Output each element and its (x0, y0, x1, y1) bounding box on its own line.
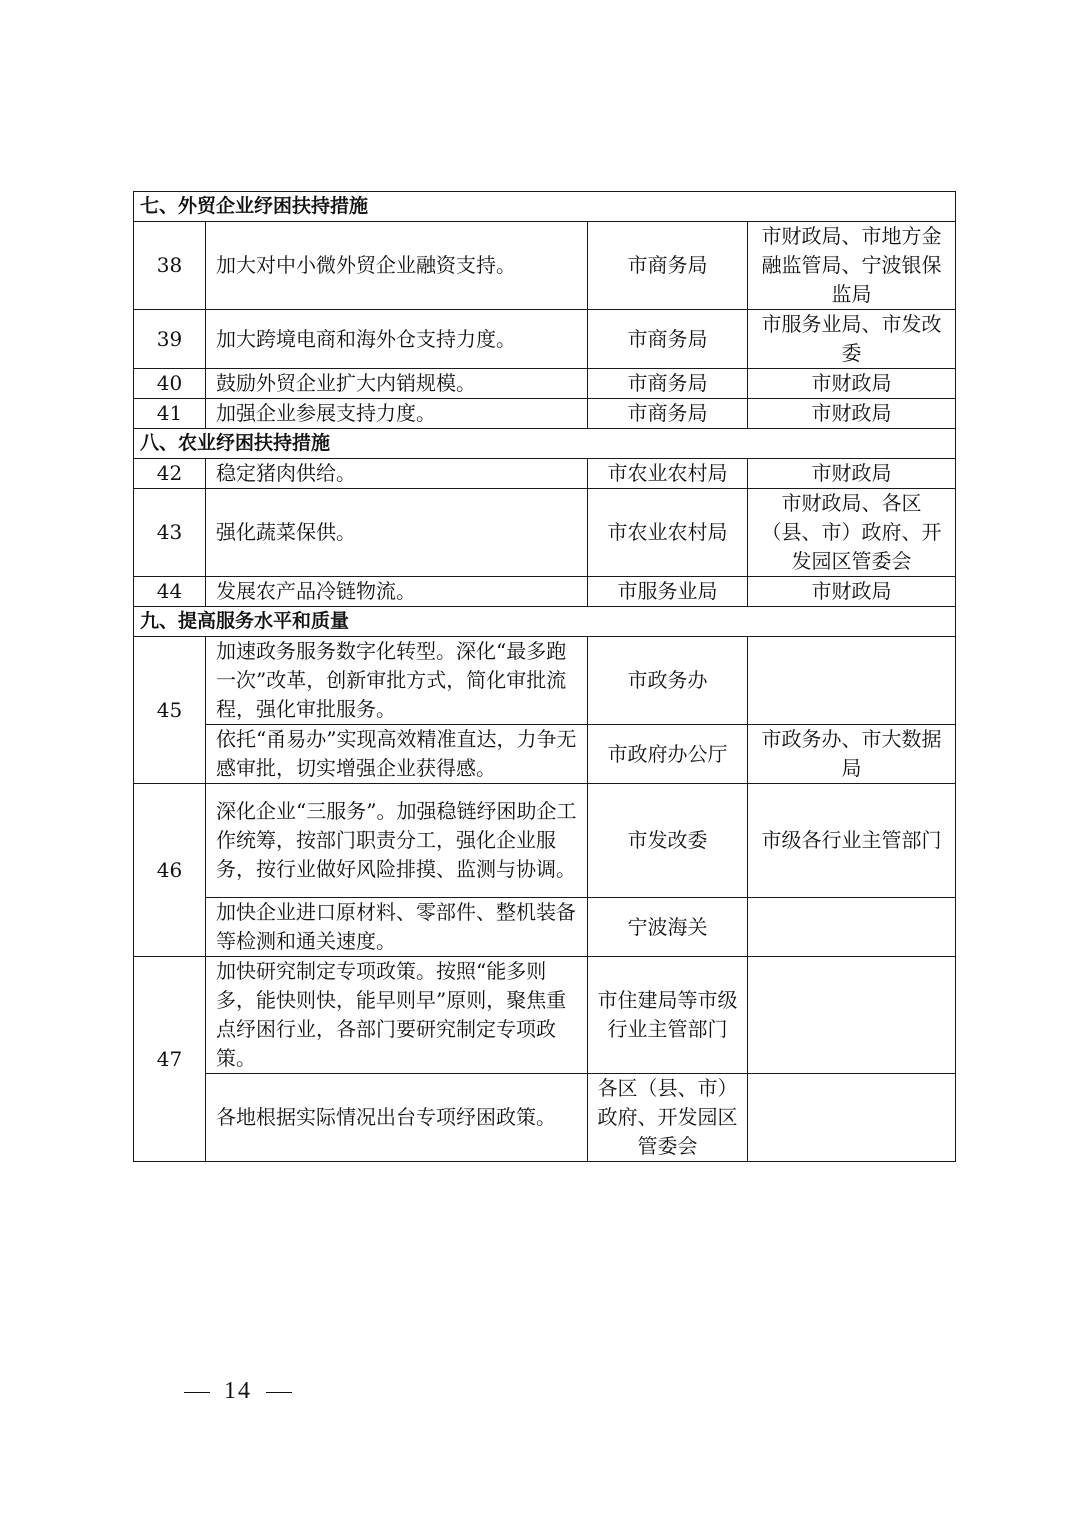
item-number: 45 (134, 637, 206, 784)
section-title: 八、农业纾困扶持措施 (134, 429, 956, 459)
section-header-row (134, 429, 956, 459)
measure-content: 加大对中小微外贸企业融资支持。 (206, 222, 588, 310)
table-row (134, 725, 956, 784)
section-header-row (134, 192, 956, 222)
measure-content: 各地根据实际情况出台专项纾困政策。 (206, 1074, 588, 1162)
item-number: 41 (134, 399, 206, 429)
lead-unit: 市商务局 (588, 399, 748, 429)
measure-content: 加快研究制定专项政策。按照“能多则多，能快则快，能早则早”原则，聚焦重点纾困行业，各部门要研究制定专项政策。 (206, 957, 588, 1074)
measure-content: 深化企业“三服务”。加强稳链纾困助企工作统筹，按部门职责分工，强化企业服务，按行业做好风险排摸、监测与协调。 (206, 784, 588, 898)
lead-unit: 市农业农村局 (588, 459, 748, 489)
assist-unit: 市级各行业主管部门 (748, 784, 956, 898)
measures-table (133, 191, 956, 1162)
lead-unit: 市发改委 (588, 784, 748, 898)
lead-unit: 市农业农村局 (588, 489, 748, 577)
assist-unit (748, 637, 956, 725)
measure-content: 加快企业进口原材料、零部件、整机装备等检测和通关速度。 (206, 898, 588, 957)
table-row (134, 1074, 956, 1162)
table-row (134, 957, 956, 1074)
lead-unit: 市住建局等市级行业主管部门 (588, 957, 748, 1074)
lead-unit: 各区（县、市）政府、开发园区管委会 (588, 1074, 748, 1162)
measure-content: 发展农产品冷链物流。 (206, 577, 588, 607)
measure-content: 强化蔬菜保供。 (206, 489, 588, 577)
item-number: 43 (134, 489, 206, 577)
table-row (134, 310, 956, 369)
item-number: 47 (134, 957, 206, 1162)
table-row (134, 637, 956, 725)
page-number: 14 (224, 1378, 252, 1404)
section-header-row (134, 607, 956, 637)
measure-content: 鼓励外贸企业扩大内销规模。 (206, 369, 588, 399)
table-row (134, 399, 956, 429)
item-number: 39 (134, 310, 206, 369)
table-row (134, 577, 956, 607)
measure-content: 稳定猪肉供给。 (206, 459, 588, 489)
lead-unit: 市商务局 (588, 369, 748, 399)
lead-unit: 宁波海关 (588, 898, 748, 957)
lead-unit: 市商务局 (588, 222, 748, 310)
assist-unit: 市政务办、市大数据局 (748, 725, 956, 784)
assist-unit: 市财政局 (748, 369, 956, 399)
table-row (134, 784, 956, 898)
assist-unit: 市服务业局、市发改委 (748, 310, 956, 369)
footer-dash-left (184, 1392, 210, 1393)
assist-unit: 市财政局 (748, 399, 956, 429)
lead-unit: 市商务局 (588, 310, 748, 369)
item-number: 42 (134, 459, 206, 489)
assist-unit: 市财政局、各区（县、市）政府、开发园区管委会 (748, 489, 956, 577)
table-row (134, 489, 956, 577)
page-footer (178, 1378, 298, 1405)
measure-content: 加大跨境电商和海外仓支持力度。 (206, 310, 588, 369)
table-row (134, 898, 956, 957)
measure-content: 加强企业参展支持力度。 (206, 399, 588, 429)
item-number: 40 (134, 369, 206, 399)
measure-content: 依托“甬易办”实现高效精准直达，力争无感审批，切实增强企业获得感。 (206, 725, 588, 784)
item-number: 38 (134, 222, 206, 310)
assist-unit: 市财政局 (748, 577, 956, 607)
section-title: 七、外贸企业纾困扶持措施 (134, 192, 956, 222)
assist-unit (748, 1074, 956, 1162)
table-row (134, 369, 956, 399)
table-row (134, 222, 956, 310)
assist-unit (748, 898, 956, 957)
lead-unit: 市政务办 (588, 637, 748, 725)
lead-unit: 市政府办公厅 (588, 725, 748, 784)
assist-unit: 市财政局 (748, 459, 956, 489)
assist-unit (748, 957, 956, 1074)
lead-unit: 市服务业局 (588, 577, 748, 607)
item-number: 46 (134, 784, 206, 957)
item-number: 44 (134, 577, 206, 607)
assist-unit: 市财政局、市地方金融监管局、宁波银保监局 (748, 222, 956, 310)
footer-dash-right (266, 1392, 292, 1393)
measure-content: 加速政务服务数字化转型。深化“最多跑一次”改革，创新审批方式，简化审批流程，强化审批服务。 (206, 637, 588, 725)
section-title: 九、提高服务水平和质量 (134, 607, 956, 637)
table-row (134, 459, 956, 489)
